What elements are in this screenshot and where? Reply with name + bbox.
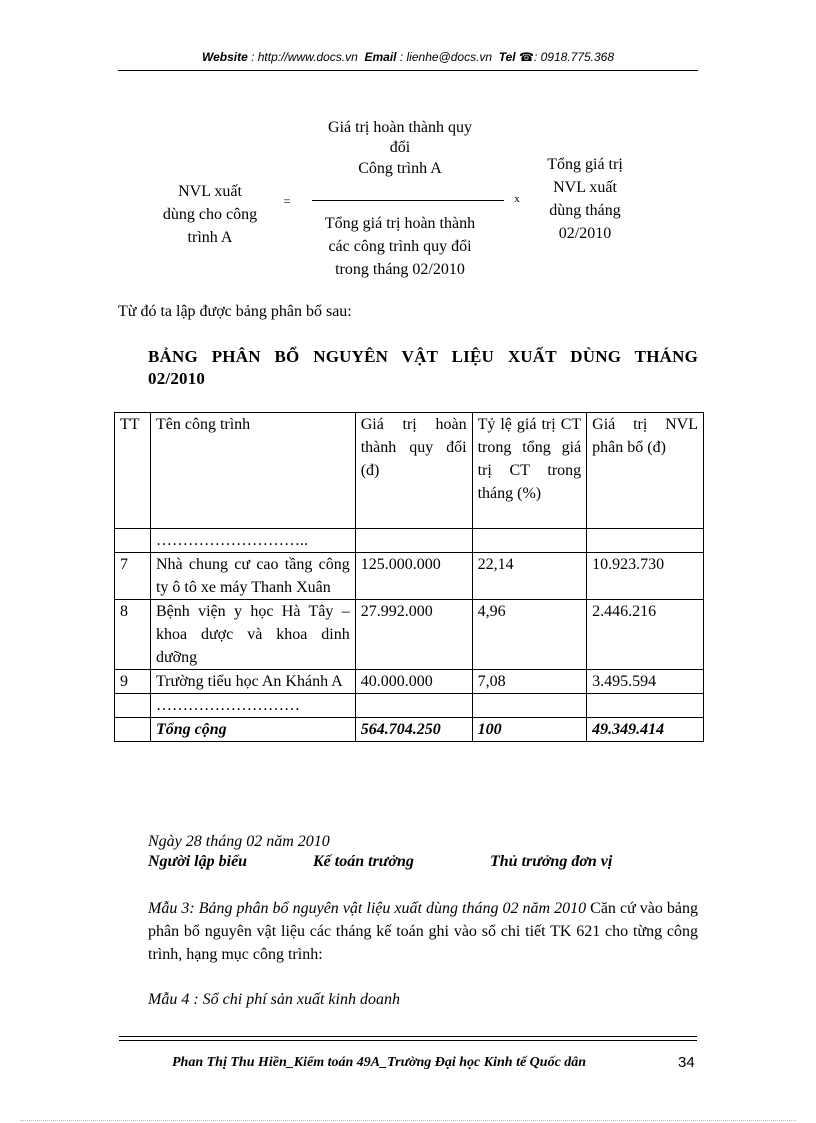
table-title: BẢNG PHÂN BỔ NGUYÊN VẬT LIỆU XUẤT DÙNG THÁNG 02/2010 [148,347,698,388]
sample3-text: Căn cứ vào bảng phân bổ nguyên vật liệu các tháng kế toán ghi vào sổ chi tiết TK 621 cho từng công trình, hạng mục công trình: [148,900,698,963]
formula-left: NVL xuất dùng cho công trình A [162,183,258,246]
date-line: Ngày 28 tháng 02 năm 2010 [148,833,330,850]
footer-text: Phan Thị Thu Hiền_Kiểm toán 49A_Trường Đại học Kinh tế Quốc dân [172,1055,587,1070]
footer-rule-1 [119,1036,697,1037]
header-tt: TT [115,413,151,529]
table-row: 8 Bệnh viện y học Hà Tây – khoa dược và khoa dinh dưỡng 27.992.000 4,96 2.446.216 [115,600,704,670]
sample3-title: Mẫu 3: Bảng phân bổ nguyên vật liệu xuất dùng tháng 02 năm 2010 [148,900,587,917]
table-row: ……………………….. [115,529,704,553]
email-label: Email [364,50,397,64]
email-value[interactable]: : lienhe@docs.vn [399,50,493,64]
signature-chief-accountant: Kế toán trưởng [313,853,414,870]
formula-numerator: Giá trị hoàn thành quy đổi Công trình A [328,119,472,177]
table-header-row [115,413,704,529]
intro-text: Từ đó ta lập được bảng phân bổ sau: [118,303,352,320]
formula-right: Tổng giá trị NVL xuất dùng tháng 02/2010 [547,156,623,242]
table-row: ……………………… [115,694,704,718]
allocation-table [114,412,704,742]
table-row: 9 Trường tiểu học An Khánh A 40.000.000 7,08 3.495.594 [115,670,704,694]
equals-sign: = [283,194,291,208]
signature-preparer: Người lập biểu [148,853,248,870]
tel-value: : 0918.775.368 [533,50,615,64]
signature-director: Thủ trưởng đơn vị [490,853,613,870]
header-ratio: Tỷ lệ giá trị CT trong tổng giá trị CT trong tháng (%) [472,413,587,529]
header-value: Giá trị hoàn thành quy đổi (đ) [355,413,472,529]
times-sign: x [514,193,520,205]
total-alloc: 49.349.414 [587,718,704,742]
formula-denominator: Tổng giá trị hoàn thành các công trình quy đổi trong tháng 02/2010 [324,215,476,278]
fraction-line [312,200,504,201]
header-alloc: Giá trị NVL phân bổ (đ) [587,413,704,529]
website-value[interactable]: : http://www.docs.vn [251,50,358,64]
table-row: 7 Nhà chung cư cao tầng công ty ô tô xe máy Thanh Xuân 125.000.000 22,14 10.923.730 [115,553,704,600]
footer-rule-2 [119,1040,697,1041]
sample3-paragraph [148,897,698,966]
total-label: Tổng cộng [150,718,355,742]
page-header [118,50,698,64]
tel-label: Tel [498,50,516,64]
total-ratio: 100 [472,718,587,742]
sample4-title: Mẫu 4 : Sổ chi phí sản xuất kinh doanh [148,991,400,1008]
phone-icon: ☎ [519,50,534,64]
table-total-row [115,718,704,742]
page-number: 34 [678,1054,695,1071]
header-name: Tên công trình [150,413,355,529]
page-bottom-border [20,1120,796,1121]
website-label: Website [201,50,248,64]
header-rule [118,70,698,71]
total-value: 564.704.250 [355,718,472,742]
